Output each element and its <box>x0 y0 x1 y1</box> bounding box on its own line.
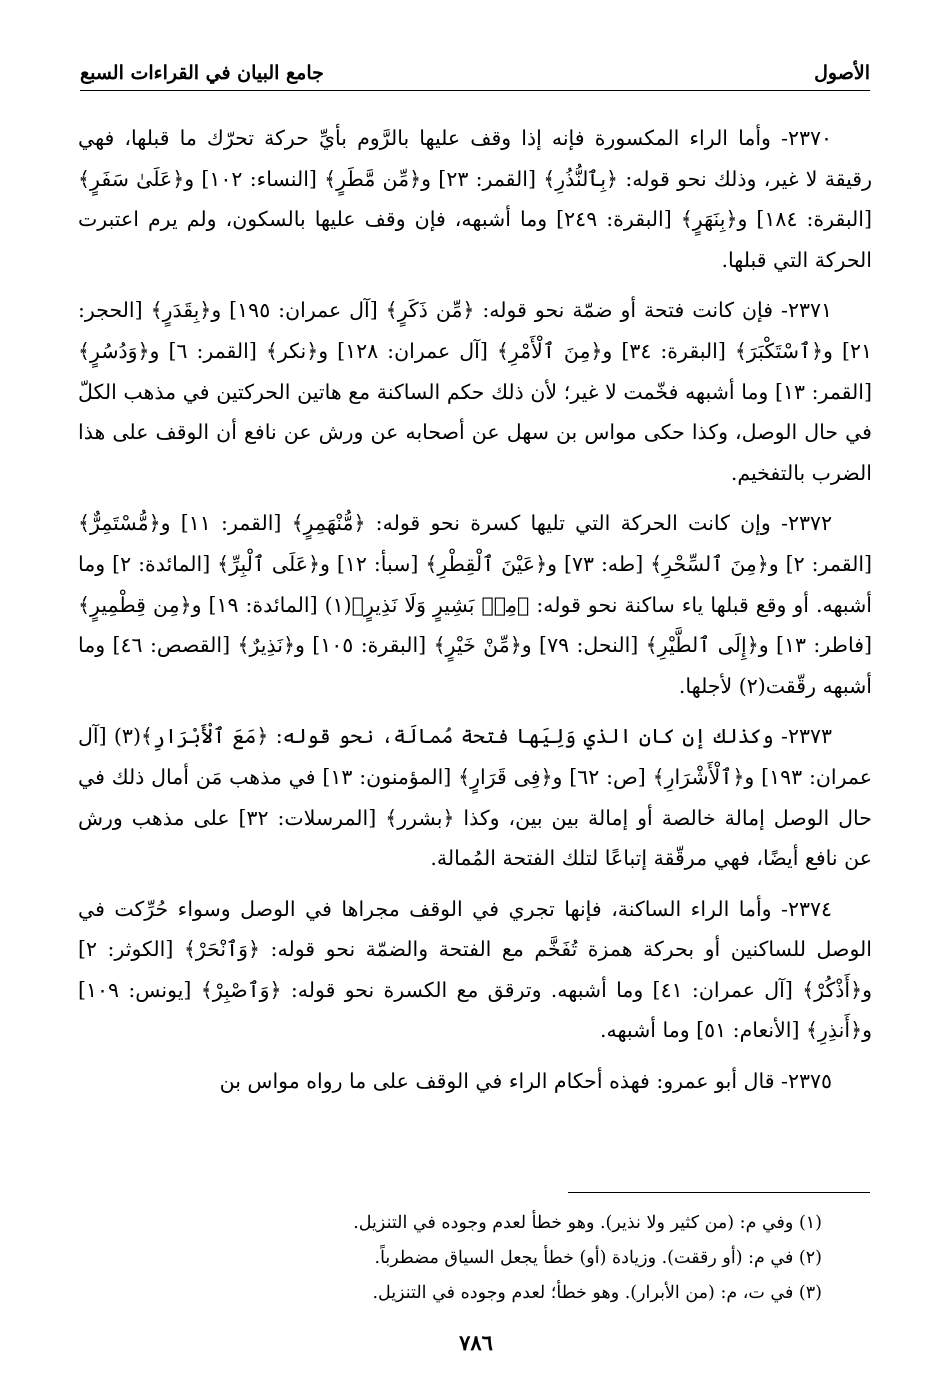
paragraph-number: ٢٣٧٢- <box>781 511 832 536</box>
running-header <box>80 62 870 91</box>
paragraph-number: ٢٣٧١- <box>781 298 833 323</box>
paragraph-text: وأما الراء الساكنة، فإنها تجري في الوقف مجراها في الوصل وسواء حُرِّكت في الوصل للساكنين أو بحركة همزة تُفَخَّم مع الفتحة والضمّة نحو قوله: ﴿وَٱنْحَرْ﴾ [الكوثر: ٢] و﴿أَذْكُرْ﴾ [آل عمران: ٤١] وما أشبهه. وترقق مع الكسرة نحو قوله: ﴿وَٱصْبِرْ﴾ [يونس: ١٠٩] و﴿أَنذِرِ﴾ [الأنعام: ٥١] وما أشبهه. <box>78 896 872 1043</box>
footnote-2: (٢) في م: (أو رققت). وزيادة (أو) خطأ يجعل السياق مضطرباً. <box>374 1248 822 1268</box>
paragraph-2371 <box>78 290 872 493</box>
paragraph-2372 <box>78 503 872 706</box>
footnotes <box>80 1206 822 1311</box>
paragraph-number: ٢٣٧٠- <box>781 126 832 150</box>
footnote-1: (١) وفي م: (من كثير ولا نذير). وهو خطأ لعدم وجوده في التنزيل. <box>353 1213 822 1233</box>
footnote-divider <box>568 1192 870 1193</box>
header-book-title: جامع البيان في القراءات السبع <box>80 62 324 84</box>
header-section-title: الأصول <box>814 62 870 84</box>
page-number: ٧٨٦ <box>459 1330 493 1355</box>
paragraph-number: ٢٣٧٣- <box>781 724 832 749</box>
paragraph-text: وأما الراء المكسورة فإنه إذا وقف عليها بالرَّوم بأيِّ حركة تحرّك ما قبلها، فهي رقيقة لا غير، وذلك نحو قوله: ﴿بِٱلنُّذُرِ﴾ [القمر: ٢٣] و﴿مِّن مَّطَرٍ﴾ [النساء: ١٠٢] و﴿عَلَىٰ سَفَرٍ﴾ [البقرة: ١٨٤] و﴿بِنَهَرٍ﴾ [البقرة: ٢٤٩] وما أشبهه، فإن وقف عليها بالسكون، ولم يرم اعتبرت الحركة التي قبلها. <box>78 126 873 272</box>
paragraph-text: وكذلك إن كان الذي وَلِيَها فتحة مُمالَة، نحو قوله: ﴿مَعَ ٱلْأَبْرَارِ﴾(٣) [آل عمران: ١٩٣] و﴿ٱلْأَشْرَارِ﴾ [ص: ٦٢] و﴿فِى قَرَارٍ﴾ [المؤمنون: ١٣] في مذهب مَن أمال ذلك في حال الوصل إمالة خالصة أو إمالة بين بين، وكذا ﴿بشرر﴾ [المرسلات: ٣٢] على مذهب ورش عن نافع أيضًا، فهي مرقّقة إتباعًا لتلك الفتحة المُمالة. <box>78 724 872 871</box>
paragraph-text: وإن كانت الحركة التي تليها كسرة نحو قوله: ﴿مُّنْهَمِرٍ﴾ [القمر: ١١] و﴿مُّسْتَمِرٌّ﴾ [القمر: ٢] و﴿مِنَ ٱلسِّحْرِ﴾ [طه: ٧٣] و﴿عَيْنَ ٱلْقِطْرِ﴾ [سبأ: ١٢] و﴿عَلَى ٱلْبِرِّ﴾ [المائدة: ٢] وما أشبهه. أو وقع قبلها ياء ساكنة نحو قوله: ﴿مِنۢ بَشِيرٍ وَلَا نَذِيرٍ﴾(١) [المائدة: ١٩] و﴿مِن قِطْمِيرٍ﴾ [فاطر: ١٣] و﴿إِلَى ٱلطَّيْرِ﴾ [النحل: ٧٩] و﴿مِّنْ خَيْرٍ﴾ [البقرة: ١٠٥] و﴿نَذِيرٌ﴾ [القصص: ٤٦] وما أشبهه رقّقت(٢) لأجلها. <box>78 511 873 698</box>
footnote-3: (٣) في ت، م: (من الأبرار). وهو خطأ؛ لعدم وجوده في التنزيل. <box>372 1283 822 1303</box>
paragraph-text: فإن كانت فتحة أو ضمّة نحو قوله: ﴿مِّن ذَكَرٍ﴾ [آل عمران: ١٩٥] و﴿بِقَدَرٍ﴾ [الحجر: ٢١] و﴿ٱسْتَكْبَرَ﴾ [البقرة: ٣٤] و﴿مِنَ ٱلْأَمْرِ﴾ [آل عمران: ١٢٨] و﴿نكر﴾ [القمر: ٦] و﴿وَدُسُرٍ﴾ [القمر: ١٣] وما أشبهه فخّمت لا غير؛ لأن ذلك حكم الساكنة مع هاتين الحركتين في مذهب الكلّ في حال الوصل، وكذا حكى مواس بن سهل عن أصحابه عن ورش عن نافع أن الوقف على هذا الضرب بالتفخيم. <box>78 298 872 485</box>
paragraph-2374 <box>78 889 872 1051</box>
paragraph-text: قال أبو عمرو: فهذه أحكام الراء في الوقف على ما رواه مواس بن <box>219 1069 782 1094</box>
paragraph-2375 <box>78 1061 872 1102</box>
paragraph-2373 <box>78 716 872 878</box>
paragraph-number: ٢٣٧٤- <box>781 896 832 921</box>
paragraph-number: ٢٣٧٥- <box>781 1069 832 1094</box>
paragraph-2370 <box>78 118 872 280</box>
body-text <box>78 118 872 1112</box>
